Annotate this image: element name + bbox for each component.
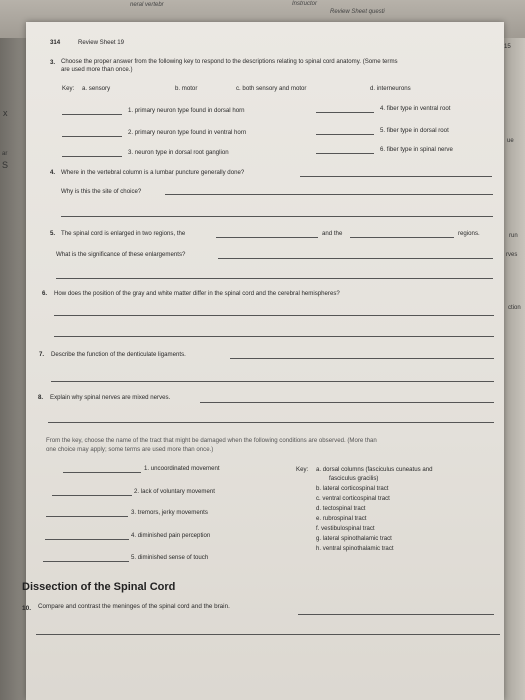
key-option: a. sensory: [82, 85, 111, 92]
answer-blank[interactable]: [45, 539, 129, 540]
edge-fragment: run: [509, 233, 518, 239]
key-option: fasciculus gracilis): [329, 475, 379, 482]
question-number: 10.: [22, 605, 32, 612]
answer-blank[interactable]: [300, 176, 492, 177]
key-option: d. tectospinal tract: [316, 505, 366, 512]
answer-blank[interactable]: [316, 112, 374, 113]
answer-blank[interactable]: [46, 516, 128, 517]
left-page-edge: [0, 38, 26, 700]
worksheet-page: [26, 22, 504, 700]
answer-blank[interactable]: [52, 495, 132, 496]
question-prompt: Explain why spinal nerves are mixed nerves.: [50, 394, 171, 401]
edge-fragment: S: [2, 160, 9, 170]
question-item: 3. neuron type in dorsal root ganglion: [128, 149, 229, 156]
answer-blank[interactable]: [298, 614, 494, 615]
answer-blank[interactable]: [62, 136, 122, 137]
question-item: 4. fiber type in ventral root: [380, 105, 451, 112]
top-scrap-text: Review Sheet questi: [330, 9, 385, 15]
key-option: b. lateral corticospinal tract: [316, 485, 389, 492]
question-prompt: How does the position of the gray and white matter differ in the spinal cord and the cerebral hemispheres?: [54, 290, 340, 297]
question-item: 2. primary neuron type found in ventral horn: [128, 129, 247, 136]
key-option: g. lateral spinothalamic tract: [316, 535, 392, 542]
question-prompt: regions.: [458, 230, 480, 237]
answer-blank[interactable]: [48, 422, 494, 423]
question-prompt: Choose the proper answer from the following key to respond to the descriptions relating to spinal cord anatomy. (Some terms: [61, 58, 398, 65]
top-scrap-text: neral vertebr: [130, 2, 164, 8]
key-option: f. vestibulospinal tract: [316, 525, 375, 532]
question-item: 3. tremors, jerky movements: [131, 509, 208, 516]
question-number: 8.: [38, 394, 44, 401]
question-prompt: What is the significance of these enlargements?: [56, 251, 186, 258]
key-option: b. motor: [175, 85, 198, 92]
answer-blank[interactable]: [350, 237, 454, 238]
answer-blank[interactable]: [316, 153, 374, 154]
key-label: Key:: [62, 85, 75, 92]
answer-blank[interactable]: [54, 315, 494, 316]
question-item: 2. lack of voluntary movement: [134, 488, 215, 495]
key-option: h. ventral spinothalamic tract: [316, 545, 394, 552]
question-prompt: are used more than once.): [61, 66, 133, 73]
question-prompt: one choice may apply; some terms are used more than once.): [46, 446, 214, 453]
answer-blank[interactable]: [230, 358, 494, 359]
question-item: 1. uncoordinated movement: [144, 465, 220, 472]
answer-blank[interactable]: [62, 156, 122, 157]
edge-fragment: x: [3, 108, 8, 118]
top-scrap-text: Instructor: [292, 1, 318, 7]
answer-blank[interactable]: [63, 472, 141, 473]
question-prompt: Describe the function of the denticulate ligaments.: [51, 351, 186, 358]
page-number: 314: [50, 39, 61, 46]
question-prompt: Compare and contrast the meninges of the spinal cord and the brain.: [38, 603, 230, 610]
question-prompt: From the key, choose the name of the tract that might be damaged when the following conditions are observed. (More than: [46, 437, 377, 444]
key-option: c. both sensory and motor: [236, 85, 307, 92]
sheet-title: Review Sheet 19: [78, 39, 125, 46]
edge-fragment: ction: [508, 305, 521, 311]
key-option: c. ventral corticospinal tract: [316, 495, 390, 502]
answer-blank[interactable]: [43, 561, 129, 562]
key-label: Key:: [296, 466, 309, 473]
answer-blank[interactable]: [216, 237, 318, 238]
key-option: a. dorsal columns (fasciculus cuneatus and: [316, 466, 433, 473]
key-option: e. rubrospinal tract: [316, 515, 367, 522]
edge-fragment: rves: [506, 252, 518, 258]
answer-blank[interactable]: [316, 134, 374, 135]
question-prompt: Where in the vertebral column is a lumbar puncture generally done?: [61, 169, 245, 176]
answer-blank[interactable]: [218, 258, 493, 259]
answer-blank[interactable]: [36, 634, 500, 635]
answer-blank[interactable]: [200, 402, 494, 403]
answer-blank[interactable]: [62, 114, 122, 115]
section-title: Dissection of the Spinal Cord: [22, 581, 176, 593]
question-item: 4. diminished pain perception: [131, 532, 211, 539]
question-prompt: The spinal cord is enlarged in two regions, the: [61, 230, 186, 237]
question-number: 7.: [39, 351, 45, 358]
answer-blank[interactable]: [61, 216, 493, 217]
right-page-number: 15: [504, 43, 511, 50]
answer-blank[interactable]: [54, 336, 494, 337]
question-number: 4.: [50, 169, 56, 176]
question-prompt: and the: [322, 230, 343, 237]
edge-fragment: ar: [2, 151, 8, 157]
key-option: d. interneurons: [370, 85, 411, 92]
question-number: 3.: [50, 59, 56, 66]
question-prompt: Why is this the site of choice?: [61, 188, 142, 195]
question-number: 6.: [42, 290, 48, 297]
answer-blank[interactable]: [165, 194, 493, 195]
question-item: 5. fiber type in dorsal root: [380, 127, 449, 134]
question-item: 1. primary neuron type found in dorsal horn: [128, 107, 245, 114]
answer-blank[interactable]: [51, 381, 494, 382]
question-number: 5.: [50, 230, 56, 237]
answer-blank[interactable]: [56, 278, 493, 279]
question-item: 5. diminished sense of touch: [131, 554, 209, 561]
edge-fragment: ue: [507, 138, 514, 144]
question-item: 6. fiber type in spinal nerve: [380, 146, 453, 153]
